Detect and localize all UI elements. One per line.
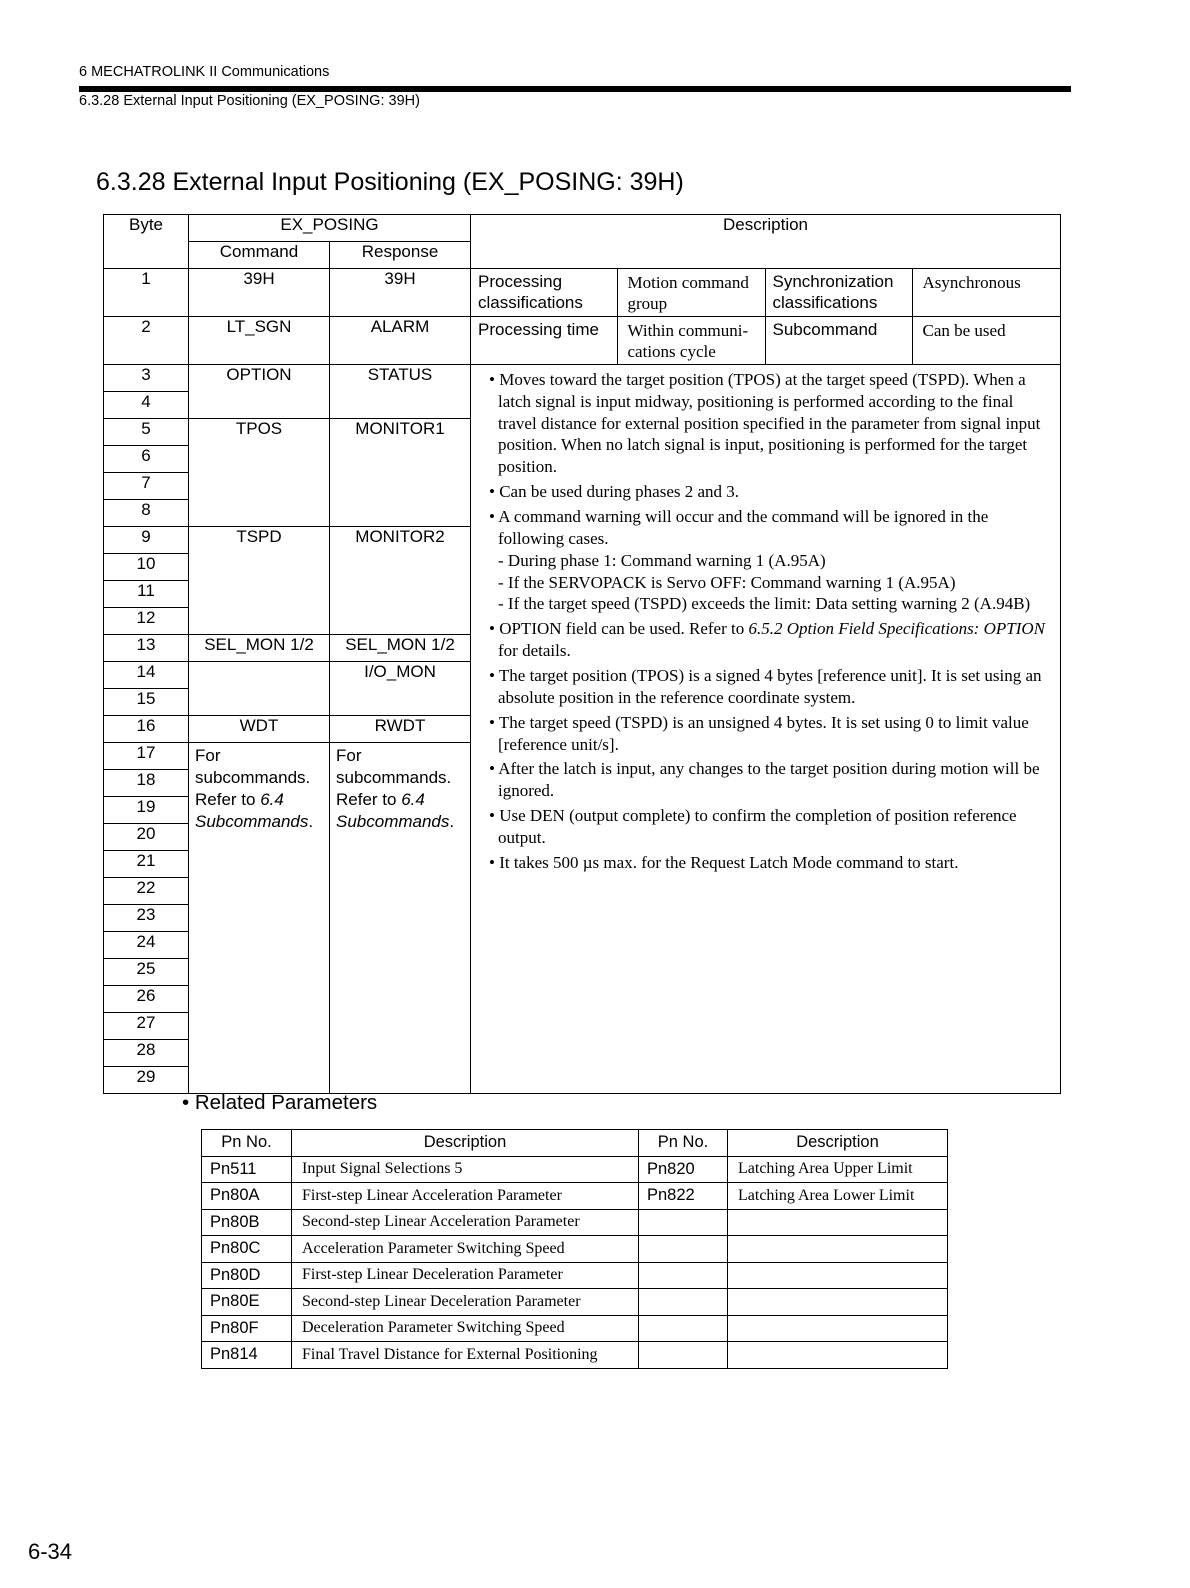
- parameter-number: Pn511: [202, 1156, 292, 1183]
- byte-cell: 18: [104, 770, 189, 797]
- parameter-number: Pn814: [202, 1342, 292, 1369]
- parameter-number: Pn822: [639, 1183, 728, 1210]
- byte-cell: 15: [104, 689, 189, 716]
- command-cell: TSPD: [189, 527, 330, 635]
- command-header: Command: [189, 242, 330, 269]
- running-header-section: 6.3.28 External Input Positioning (EX_POSING: 39H): [79, 93, 420, 109]
- sync-classifications-value: Asynchronous: [912, 269, 1060, 317]
- header-rule: [79, 86, 1071, 92]
- related-parameters-table: [201, 1129, 948, 1369]
- table-row: [202, 1342, 948, 1369]
- command-cell: TPOS: [189, 419, 330, 527]
- command-subcommand-note: [189, 743, 330, 1094]
- note-reference: 6.4: [401, 790, 425, 809]
- response-header: Response: [330, 242, 471, 269]
- parameter-number: Pn80C: [202, 1236, 292, 1263]
- byte-cell: 1: [104, 269, 189, 317]
- desc-item: • Moves toward the target position (TPOS) at the target speed (TSPD). When a latch signal is input midway, positioning is performed according to the final travel distance for external position specified in the parameter from signal input position. When no latch signal is input, positioning is performed for the target position.: [489, 370, 1041, 477]
- command-cell: 39H: [189, 269, 330, 317]
- desc-item-text: • OPTION field can be used. Refer to: [489, 619, 749, 639]
- byte-cell: 27: [104, 1013, 189, 1040]
- subcommand-label: Subcommand: [765, 317, 912, 365]
- response-cell: 39H: [330, 269, 471, 317]
- byte-cell: 21: [104, 851, 189, 878]
- note-line: Refer to: [336, 790, 402, 809]
- table-row: [202, 1289, 948, 1316]
- response-cell: MONITOR1: [330, 419, 471, 527]
- byte-cell: 12: [104, 608, 189, 635]
- note-line: .: [449, 812, 455, 831]
- table-row: [202, 1156, 948, 1183]
- command-cell: WDT: [189, 716, 330, 743]
- note-line: For: [195, 746, 221, 765]
- note-line: Refer to: [195, 790, 261, 809]
- command-cell: LT_SGN: [189, 317, 330, 365]
- byte-cell: 28: [104, 1040, 189, 1067]
- parameter-description: [728, 1315, 948, 1342]
- parameter-description: Second-step Linear Deceleration Parameter: [292, 1289, 639, 1316]
- processing-classifications-value: Motion command group: [617, 269, 765, 317]
- desc-subitem: - During phase 1: Command warning 1 (A.95A): [498, 550, 826, 570]
- desc-item-reference: 6.5.2 Option Field Specifications: OPTION: [748, 619, 1045, 639]
- parameter-description: [728, 1262, 948, 1289]
- table-row: [202, 1183, 948, 1210]
- byte-cell: 26: [104, 986, 189, 1013]
- note-line: For: [336, 746, 362, 765]
- response-subcommand-note: [330, 743, 471, 1094]
- note-line: .: [308, 812, 314, 831]
- byte-cell: 20: [104, 824, 189, 851]
- parameter-number: [639, 1262, 728, 1289]
- byte-cell: 10: [104, 554, 189, 581]
- response-cell: RWDT: [330, 716, 471, 743]
- processing-time-value: Within communi-cations cycle: [617, 317, 765, 365]
- processing-classifications-label: Processing classifications: [471, 269, 617, 317]
- desc-item: [485, 618, 1056, 662]
- response-cell: SEL_MON 1/2: [330, 635, 471, 662]
- parameter-description: First-step Linear Deceleration Parameter: [292, 1262, 639, 1289]
- byte-cell: 29: [104, 1067, 189, 1094]
- rp-header-pn: Pn No.: [202, 1130, 292, 1157]
- byte-cell: 6: [104, 446, 189, 473]
- table-row: [202, 1209, 948, 1236]
- byte-cell: 5: [104, 419, 189, 446]
- byte-cell: 4: [104, 392, 189, 419]
- classification-table: [471, 269, 1060, 364]
- parameter-description: [728, 1342, 948, 1369]
- note-line: subcommands.: [336, 768, 452, 787]
- rp-header-description: Description: [728, 1130, 948, 1157]
- desc-item: • The target speed (TSPD) is an unsigned 4 bytes. It is set using 0 to limit value [reference unit/s].: [489, 712, 1029, 754]
- byte-cell: 3: [104, 365, 189, 392]
- parameter-number: Pn80A: [202, 1183, 292, 1210]
- parameter-number: [639, 1342, 728, 1369]
- desc-item: • The target position (TPOS) is a signed 4 bytes [reference unit]. It is set using an absolute position in the reference coordinate system.: [489, 665, 1042, 707]
- parameter-description: Second-step Linear Acceleration Parameter: [292, 1209, 639, 1236]
- byte-cell: 7: [104, 473, 189, 500]
- byte-cell: 14: [104, 662, 189, 689]
- byte-cell: 19: [104, 797, 189, 824]
- section-title: 6.3.28 External Input Positioning (EX_POSING: 39H): [96, 168, 684, 196]
- parameter-number: [639, 1209, 728, 1236]
- parameter-description: Final Travel Distance for External Positioning: [292, 1342, 639, 1369]
- desc-item-text: for details.: [498, 640, 571, 660]
- byte-header: Byte: [104, 215, 189, 269]
- rp-header-description: Description: [292, 1130, 639, 1157]
- note-reference: 6.4: [260, 790, 284, 809]
- parameter-number: Pn80E: [202, 1289, 292, 1316]
- response-cell: I/O_MON: [330, 662, 471, 716]
- byte-cell: 9: [104, 527, 189, 554]
- byte-cell: 17: [104, 743, 189, 770]
- note-reference: Subcommands: [336, 812, 450, 831]
- command-cell: SEL_MON 1/2: [189, 635, 330, 662]
- running-header-chapter: 6 MECHATROLINK II Communications: [79, 64, 330, 80]
- rp-header-pn: Pn No.: [639, 1130, 728, 1157]
- note-line: subcommands.: [195, 768, 311, 787]
- response-cell: STATUS: [330, 365, 471, 419]
- byte-cell: 22: [104, 878, 189, 905]
- parameter-description: Acceleration Parameter Switching Speed: [292, 1236, 639, 1263]
- byte-cell: 16: [104, 716, 189, 743]
- parameter-number: [639, 1315, 728, 1342]
- page-number: 6-34: [28, 1539, 73, 1564]
- desc-item: • Can be used during phases 2 and 3.: [489, 482, 740, 502]
- parameter-number: Pn80F: [202, 1315, 292, 1342]
- command-cell-empty: [189, 662, 330, 716]
- subcommand-value: Can be used: [912, 317, 1060, 365]
- byte-cell: 23: [104, 905, 189, 932]
- parameter-number: [639, 1289, 728, 1316]
- description-header: Description: [471, 215, 1061, 269]
- byte-cell: 8: [104, 500, 189, 527]
- command-cell: OPTION: [189, 365, 330, 419]
- table-row: [202, 1262, 948, 1289]
- desc-subitem: - If the SERVOPACK is Servo OFF: Command warning 1 (A.95A): [498, 572, 956, 592]
- command-name-header: EX_POSING: [189, 215, 471, 242]
- byte-cell: 2: [104, 317, 189, 365]
- parameter-description: Latching Area Lower Limit: [728, 1183, 948, 1210]
- desc-item: • It takes 500 µs max. for the Request Latch Mode command to start.: [489, 853, 959, 873]
- parameter-description: [728, 1289, 948, 1316]
- table-row: [202, 1236, 948, 1263]
- note-reference: Subcommands: [195, 812, 309, 831]
- byte-cell: 25: [104, 959, 189, 986]
- byte-cell: 24: [104, 932, 189, 959]
- parameter-number: Pn80B: [202, 1209, 292, 1236]
- response-cell: ALARM: [330, 317, 471, 365]
- table-row: [202, 1315, 948, 1342]
- parameter-number: Pn80D: [202, 1262, 292, 1289]
- processing-time-label: Processing time: [471, 317, 617, 365]
- command-table: [103, 214, 1061, 1094]
- byte-cell: 11: [104, 581, 189, 608]
- parameter-description: First-step Linear Acceleration Parameter: [292, 1183, 639, 1210]
- parameter-description: [728, 1236, 948, 1263]
- sync-classifications-label: Synchronization classifications: [765, 269, 912, 317]
- parameter-number: Pn820: [639, 1156, 728, 1183]
- byte-cell: 13: [104, 635, 189, 662]
- desc-subitem: - If the target speed (TSPD) exceeds the limit: Data setting warning 2 (A.94B): [498, 594, 1031, 614]
- desc-item: • After the latch is input, any changes to the target position during motion will be ignored.: [489, 759, 1040, 801]
- classification-cell: [471, 269, 1061, 365]
- description-text: [471, 365, 1061, 1094]
- parameter-description: Input Signal Selections 5: [292, 1156, 639, 1183]
- related-parameters-title: • Related Parameters: [182, 1091, 378, 1114]
- parameter-description: Latching Area Upper Limit: [728, 1156, 948, 1183]
- response-cell: MONITOR2: [330, 527, 471, 635]
- desc-item: • A command warning will occur and the command will be ignored in the following cases.: [489, 507, 989, 548]
- desc-item: • Use DEN (output complete) to confirm the completion of position reference output.: [489, 806, 1017, 848]
- parameter-description: Deceleration Parameter Switching Speed: [292, 1315, 639, 1342]
- parameter-number: [639, 1236, 728, 1263]
- parameter-description: [728, 1209, 948, 1236]
